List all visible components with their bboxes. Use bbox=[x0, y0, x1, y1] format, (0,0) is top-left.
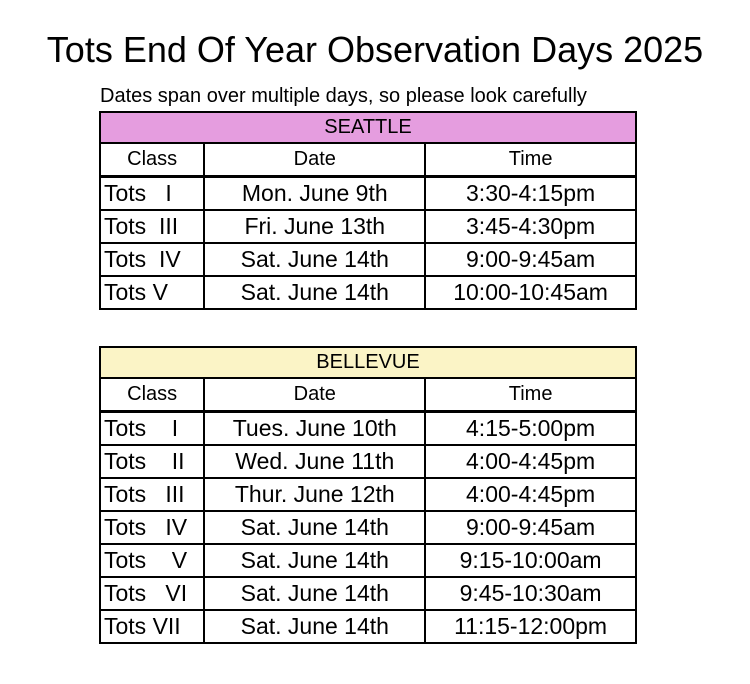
date-cell: Sat. June 14th bbox=[204, 276, 425, 309]
location-header-row bbox=[100, 112, 636, 143]
date-cell: Wed. June 11th bbox=[204, 445, 425, 478]
date-cell: Tues. June 10th bbox=[204, 412, 425, 446]
column-header-row bbox=[100, 378, 636, 412]
class-cell: Tots III bbox=[100, 478, 204, 511]
date-cell: Sat. June 14th bbox=[204, 610, 425, 643]
time-cell: 3:30-4:15pm bbox=[425, 177, 636, 211]
class-cell: Tots I bbox=[100, 412, 204, 446]
time-cell: 4:00-4:45pm bbox=[425, 445, 636, 478]
time-cell: 3:45-4:30pm bbox=[425, 210, 636, 243]
time-cell: 4:00-4:45pm bbox=[425, 478, 636, 511]
table-row bbox=[100, 243, 636, 276]
table-row bbox=[100, 610, 636, 643]
class-cell: Tots V bbox=[100, 276, 204, 309]
seattle-schedule-table bbox=[99, 111, 637, 310]
table-row bbox=[100, 177, 636, 211]
date-cell: Sat. June 14th bbox=[204, 243, 425, 276]
date-cell: Sat. June 14th bbox=[204, 511, 425, 544]
column-header-row bbox=[100, 143, 636, 177]
column-header-class: Class bbox=[100, 143, 204, 177]
column-header-time: Time bbox=[425, 378, 636, 412]
date-cell: Sat. June 14th bbox=[204, 577, 425, 610]
class-cell: Tots IV bbox=[100, 511, 204, 544]
date-cell: Sat. June 14th bbox=[204, 544, 425, 577]
class-cell: Tots VI bbox=[100, 577, 204, 610]
column-header-date: Date bbox=[204, 378, 425, 412]
table-row bbox=[100, 511, 636, 544]
time-cell: 9:00-9:45am bbox=[425, 511, 636, 544]
class-cell: Tots I bbox=[100, 177, 204, 211]
column-header-class: Class bbox=[100, 378, 204, 412]
page-title: Tots End Of Year Observation Days 2025 bbox=[46, 29, 704, 70]
time-cell: 10:00-10:45am bbox=[425, 276, 636, 309]
time-cell: 11:15-12:00pm bbox=[425, 610, 636, 643]
column-header-date: Date bbox=[204, 143, 425, 177]
date-cell: Thur. June 12th bbox=[204, 478, 425, 511]
date-cell: Fri. June 13th bbox=[204, 210, 425, 243]
table-row bbox=[100, 577, 636, 610]
time-cell: 4:15-5:00pm bbox=[425, 412, 636, 446]
page-subtitle: Dates span over multiple days, so please look carefully bbox=[100, 85, 587, 107]
class-cell: Tots IV bbox=[100, 243, 204, 276]
class-cell: Tots II bbox=[100, 445, 204, 478]
class-cell: Tots VII bbox=[100, 610, 204, 643]
location-name: SEATTLE bbox=[100, 112, 636, 143]
class-cell: Tots III bbox=[100, 210, 204, 243]
location-name: BELLEVUE bbox=[100, 347, 636, 378]
table-row bbox=[100, 412, 636, 446]
column-header-time: Time bbox=[425, 143, 636, 177]
table-row bbox=[100, 478, 636, 511]
table-row bbox=[100, 210, 636, 243]
time-cell: 9:45-10:30am bbox=[425, 577, 636, 610]
location-header-row bbox=[100, 347, 636, 378]
table-row bbox=[100, 276, 636, 309]
table-row bbox=[100, 445, 636, 478]
time-cell: 9:15-10:00am bbox=[425, 544, 636, 577]
bellevue-schedule-table bbox=[99, 346, 637, 644]
class-cell: Tots V bbox=[100, 544, 204, 577]
date-cell: Mon. June 9th bbox=[204, 177, 425, 211]
table-row bbox=[100, 544, 636, 577]
time-cell: 9:00-9:45am bbox=[425, 243, 636, 276]
